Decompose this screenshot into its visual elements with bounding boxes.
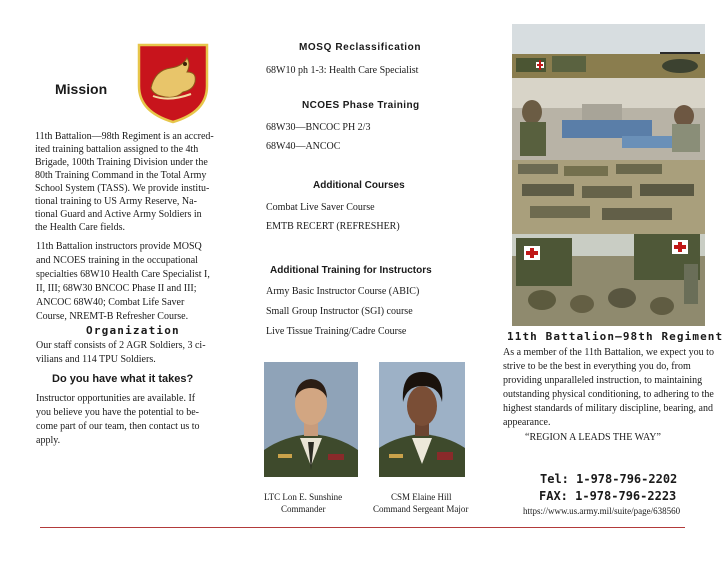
mosq-item: 68W10 ph 1-3: Health Care Specialist: [266, 65, 419, 76]
photo-collage: [512, 24, 705, 326]
intro-text-line: As a member of the 11th Battalion, we expect you to: [503, 347, 714, 358]
csm-portrait: [379, 362, 465, 477]
mission-text-line: 11th Battalion—98th Regiment is an accred-: [35, 131, 214, 142]
instructors-text-line: 11th Battalion instructors provide MOSQ: [36, 241, 202, 252]
mission-text-line: tional Guard and Active Army Soldiers in: [35, 209, 202, 220]
instructor-training-item: Army Basic Instructor Course (ABIC): [266, 286, 420, 297]
takes-text-line: come part of our team, then contact us to: [36, 421, 200, 432]
organization-text-line: Our staff consists of 2 AGR Soldiers, 3 ci-: [36, 340, 206, 351]
commander-portrait: [264, 362, 358, 477]
ncoes-heading: NCOES Phase Training: [302, 100, 420, 111]
bottom-rule: [40, 527, 685, 528]
instructors-text-line: II, III; 68W30 BNCOC Phase II and III;: [36, 283, 197, 294]
takes-text-line: apply.: [36, 435, 61, 446]
intro-text-line: outstanding physical conditioning, to adhering to the: [503, 389, 714, 400]
instructors-text-line: Course, NREMT-B Refresher Course.: [36, 311, 189, 322]
mosq-heading: MOSQ Reclassification: [299, 42, 422, 53]
commander-name: LTC Lon E. Sunshine: [264, 492, 343, 502]
organization-text-line: vilians and 114 TPU Soldiers.: [36, 354, 156, 365]
takes-text-line: you believe you have the potential to be-: [36, 407, 200, 418]
tel-number: Tel: 1-978-796-2202: [540, 472, 678, 486]
mission-heading: Mission: [55, 81, 108, 97]
instructor-training-item: Live Tissue Training/Cadre Course: [266, 326, 407, 337]
fax-number: FAX: 1-978-796-2223: [539, 489, 677, 503]
takes-text-line: Instructor opportunities are available. If: [36, 393, 196, 404]
takes-heading: Do you have what it takes?: [52, 373, 194, 385]
csm-title: Command Sergeant Major: [373, 504, 469, 514]
mission-text-line: 80th Training Command in the Total Army: [35, 170, 207, 181]
mission-text-line: School System (TASS). We provide institu-: [35, 183, 210, 194]
intro-text-line: appearance.: [503, 417, 551, 428]
intro-text-line: providing unparalleled instruction, to maintaining: [503, 375, 703, 386]
organization-heading: Organization: [86, 324, 180, 337]
commander-title: Commander: [281, 504, 326, 514]
intro-text-line: highest standards of military discipline, bearing, and: [503, 403, 713, 414]
courses-heading: Additional Courses: [313, 180, 405, 191]
instructors-text-line: specialties 68W10 Health Care Specialist I,: [36, 269, 210, 280]
motto: “REGION A LEADS THE WAY”: [525, 432, 661, 443]
unit-heading: 11th Battalion—98th Regiment: [507, 330, 724, 343]
unit-crest: [135, 42, 211, 124]
ncoes-item: 68W30—BNCOC PH 2/3: [266, 122, 371, 133]
csm-name: CSM Elaine Hill: [391, 492, 452, 502]
instructor-training-heading: Additional Training for Instructors: [270, 265, 432, 276]
mission-text-line: ited training battalion assigned to the 4th: [35, 144, 199, 155]
mission-text-line: tional training to US Army Reserve, Na-: [35, 196, 197, 207]
courses-item: EMTB RECERT (REFRESHER): [266, 221, 400, 232]
instructor-training-item: Small Group Instructor (SGI) course: [266, 306, 413, 317]
website-link[interactable]: https://www.us.army.mil/suite/page/638560: [523, 506, 681, 516]
courses-item: Combat Live Saver Course: [266, 202, 375, 213]
ncoes-item: 68W40—ANCOC: [266, 141, 341, 152]
instructors-text-line: and NCOES training in the occupational: [36, 255, 198, 266]
mission-text-line: the Health Care fields.: [35, 222, 125, 233]
intro-text-line: strive to be the best in everything you do, from: [503, 361, 691, 372]
mission-text-line: Brigade, 100th Training Division under the: [35, 157, 208, 168]
instructors-text-line: ANCOC 68W40; Combat Life Saver: [36, 297, 185, 308]
